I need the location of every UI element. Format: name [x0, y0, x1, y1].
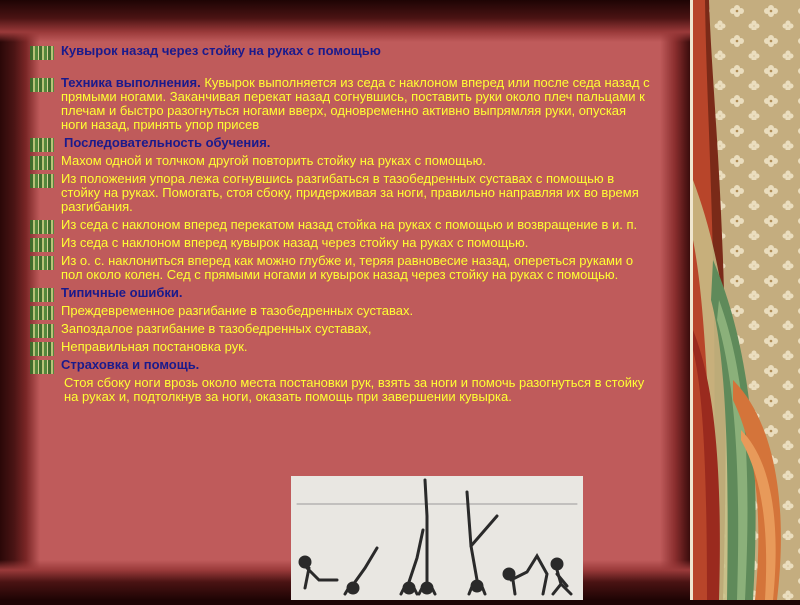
- bullet-icon: [30, 156, 54, 170]
- bullet-icon: [30, 324, 54, 338]
- technique-row: [30, 76, 650, 132]
- list-item: [30, 322, 650, 336]
- bullet-icon: [30, 306, 54, 320]
- sequence-step: Из седа с наклоном вперед кувырок назад через стойку на руках с помощью.: [61, 235, 529, 250]
- bullet-icon: [30, 288, 54, 302]
- sequence-step: Из седа с наклоном вперед перекатом назад стойка на руках с помощью и возвращение в и. п.: [61, 217, 638, 232]
- slide-title: Кувырок назад через стойку на руках с помощью: [61, 43, 381, 58]
- sequence-step: Из о. с. наклониться вперед как можно глубже и, теряя равновесие назад, опереться руками о пол около колен. Сед с прямыми ногами и кувырок назад через стойку на руках с помощью.: [61, 253, 634, 282]
- list-item: [30, 254, 650, 282]
- bullet-icon: [30, 220, 54, 234]
- safety-header: Страховка и помощь.: [61, 357, 200, 372]
- technique-text: Кувырок выполняется из седа с наклоном вперед или после седа назад с прямыми ногами. Заканчивая перекат назад согнувшись, поставить руки около плеч пальцами к плечам и быстро разогнуться ногами вверх, одновременно активно выпрямляя руки, опуская ноги назад, принять упор присев: [61, 75, 650, 132]
- safety-row: [30, 376, 650, 404]
- safety-text: Стоя сбоку ноги врозь около места постановки рук, взять за ноги и помочь разогнуться в стойку на руках и, подтолкнув за ноги, оказать помощь при завершении кувырка.: [64, 375, 645, 404]
- sequence-step: Махом одной и толчком другой повторить стойку на руках с помощью.: [61, 153, 486, 168]
- gymnast-sequence-illustration: [291, 476, 583, 600]
- error-item: Неправильная постановка рук.: [61, 339, 248, 354]
- bullet-icon: [30, 46, 54, 60]
- backward-roll-figures-art: [291, 476, 583, 600]
- list-item: [30, 340, 650, 354]
- technique-paragraph: [61, 76, 650, 132]
- list-item: [30, 304, 650, 318]
- bullet-icon: [30, 360, 54, 374]
- bullet-icon: [30, 256, 54, 270]
- bullet-icon: [30, 342, 54, 356]
- list-item: [30, 218, 650, 232]
- bullet-icon: [30, 238, 54, 252]
- error-item: Запоздалое разгибание в тазобедренных суставах,: [61, 321, 372, 336]
- technique-label: Техника выполнения.: [61, 75, 201, 90]
- errors-header-row: [30, 286, 650, 300]
- sequence-header: Последовательность обучения.: [64, 135, 271, 150]
- list-item: [30, 154, 650, 168]
- sequence-step: Из положения упора лежа согнувшись разгибаться в тазобедренных суставах с помощью в стойку на руках. Помогать, стоя сбоку, придерживая за ноги, правильно направляя их во время разгибания.: [61, 171, 639, 214]
- bullet-icon: [30, 78, 54, 92]
- bullet-icon: [30, 138, 54, 152]
- bullet-icon: [30, 174, 54, 188]
- frame-top-shade: [0, 0, 690, 42]
- flower-pattern-art: [693, 0, 800, 600]
- slide-content: [30, 44, 650, 404]
- list-item: [30, 172, 650, 214]
- sequence-header-row: [30, 136, 650, 150]
- decorative-side-panel: [690, 0, 800, 600]
- safety-header-row: [30, 358, 650, 372]
- list-item: [30, 236, 650, 250]
- error-item: Преждевременное разгибание в тазобедренных суставах.: [61, 303, 414, 318]
- title-row: [30, 44, 650, 58]
- errors-header: Типичные ошибки.: [61, 285, 183, 300]
